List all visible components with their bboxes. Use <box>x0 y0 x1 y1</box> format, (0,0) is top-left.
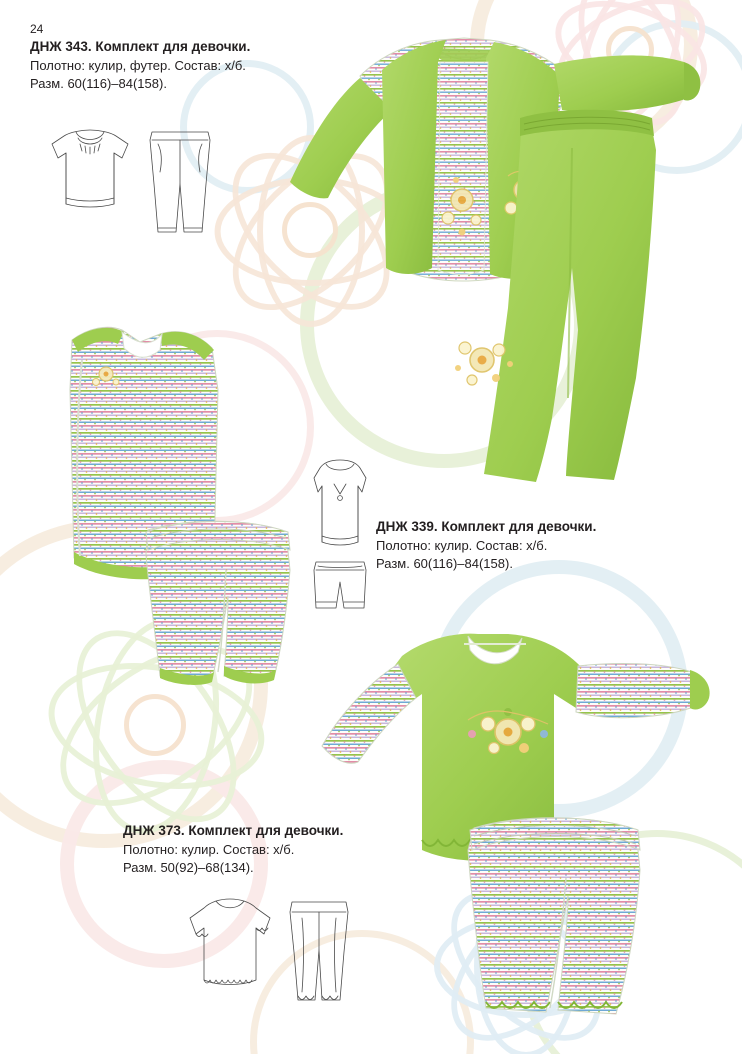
product-title: ДНЖ 343. Комплект для девочки. <box>30 39 251 54</box>
product-fabric: Полотно: кулир. Состав: х/б. <box>123 841 295 857</box>
product-fabric: Полотно: кулир, футер. Состав: х/б. <box>30 57 246 73</box>
photo-set-373 <box>262 628 732 1038</box>
product-title: ДНЖ 373. Комплект для девочки. <box>123 823 344 838</box>
product-title: ДНЖ 339. Комплект для девочки. <box>376 519 597 534</box>
product-sizes: Разм. 60(116)–84(158). <box>30 75 167 91</box>
product-sizes: Разм. 60(116)–84(158). <box>376 555 513 571</box>
sketch-dnzh-343 <box>30 128 220 240</box>
product-fabric: Полотно: кулир. Состав: х/б. <box>376 537 548 553</box>
page-number: 24 <box>30 22 44 36</box>
product-sizes: Разм. 50(92)–68(134). <box>123 859 254 875</box>
product-info-dnzh-339 <box>376 518 596 573</box>
product-info-dnzh-343 <box>30 38 250 93</box>
